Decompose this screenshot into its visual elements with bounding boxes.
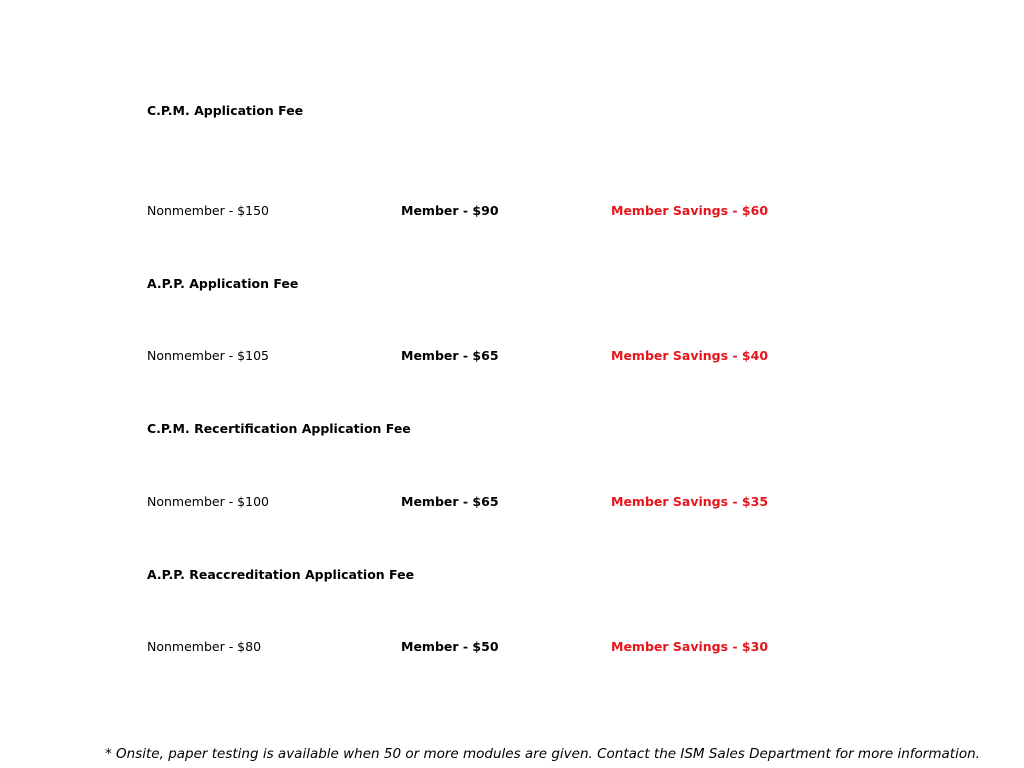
footnote: * Onsite, paper testing is available when 50 or more modules are given. Contact the ISM Sales Department for more information. xyxy=(105,746,980,762)
nonmember-price: Nonmember - $105 xyxy=(147,348,269,363)
member-savings: Member Savings - $35 xyxy=(611,494,769,509)
member-savings: Member Savings - $40 xyxy=(611,348,769,363)
fee-row-app-application xyxy=(0,348,1024,366)
member-savings: Member Savings - $60 xyxy=(611,203,769,218)
fee-title-app-reaccreditation: A.P.P. Reaccreditation Application Fee xyxy=(147,567,415,582)
fee-title-cpm-application: C.P.M. Application Fee xyxy=(147,103,304,118)
member-savings: Member Savings - $30 xyxy=(611,639,769,654)
fee-title-app-application: A.P.P. Application Fee xyxy=(147,276,299,291)
member-price: Member - $65 xyxy=(401,494,499,509)
nonmember-price: Nonmember - $100 xyxy=(147,494,269,509)
fee-title-cpm-recertification: C.P.M. Recertification Application Fee xyxy=(147,421,411,436)
nonmember-price: Nonmember - $150 xyxy=(147,203,269,218)
member-price: Member - $90 xyxy=(401,203,499,218)
fee-row-cpm-application xyxy=(0,203,1024,221)
fee-row-app-reaccreditation xyxy=(0,639,1024,657)
member-price: Member - $50 xyxy=(401,639,499,654)
fee-row-cpm-recertification xyxy=(0,494,1024,512)
member-price: Member - $65 xyxy=(401,348,499,363)
nonmember-price: Nonmember - $80 xyxy=(147,639,262,654)
